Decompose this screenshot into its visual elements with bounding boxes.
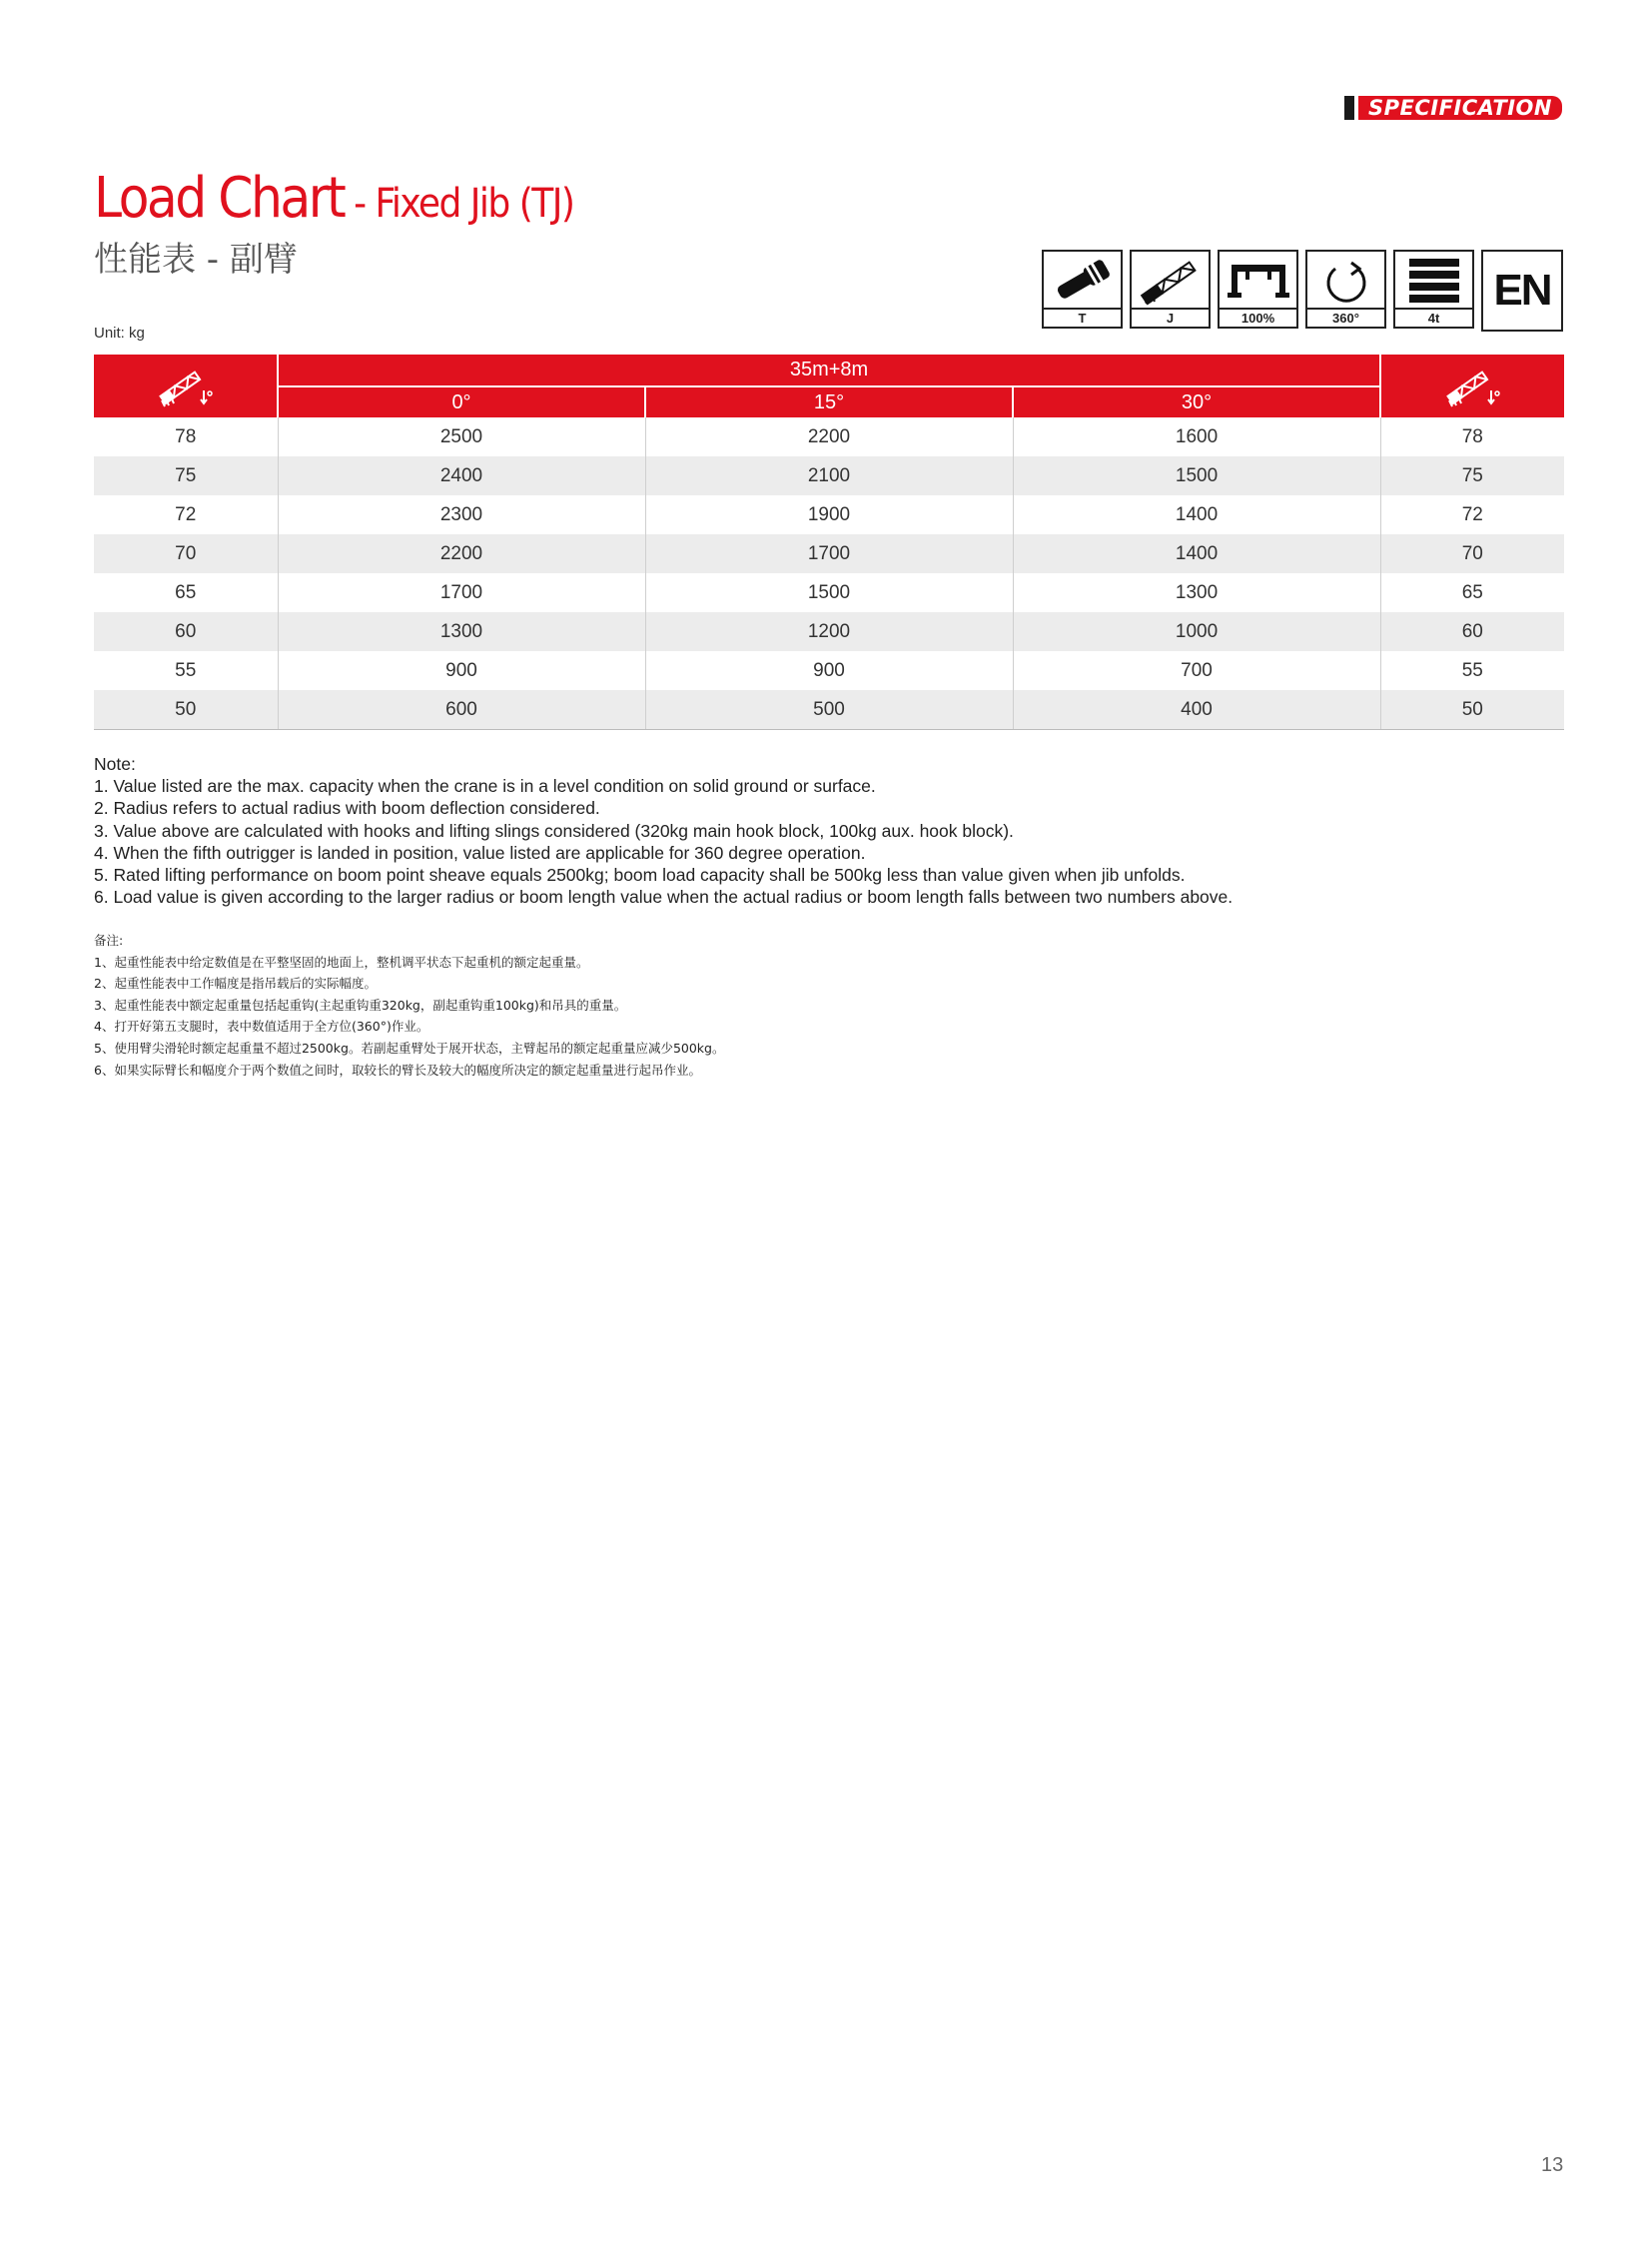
angle-header: 0°: [278, 386, 645, 417]
capacity-cell: 1400: [1013, 534, 1380, 573]
capacity-cell: 400: [1013, 690, 1380, 730]
radius-cell: 60: [1380, 612, 1564, 651]
table-row: [94, 651, 1564, 690]
radius-header-right: [1380, 355, 1564, 417]
notes-chinese: [94, 930, 724, 1081]
note-cn-item: 2、起重性能表中工作幅度是指吊载后的实际幅度。: [94, 976, 377, 992]
capacity-cell: 1300: [1013, 573, 1380, 612]
radius-cell: 65: [175, 581, 197, 603]
config-icon-counterweight: [1393, 250, 1474, 329]
note-item: 6. Load value is given according to the larger radius or boom length value when the actual radius or boom length falls between two numbers above.: [94, 887, 1234, 908]
radius-cell: 75: [1380, 456, 1564, 495]
radius-cell: 70: [94, 534, 278, 573]
radius-cell: 55: [1380, 651, 1564, 690]
boom-length-header: 35m+8m: [278, 355, 1380, 386]
capacity-cell: 900: [278, 651, 645, 690]
note-item: 4. When the fifth outrigger is landed in position, value listed are applicable for 360 degree operation.: [94, 842, 866, 863]
radius-cell: 78: [175, 425, 197, 447]
table-row: [94, 534, 1564, 573]
capacity-cell: 2100: [645, 456, 1013, 495]
radius-cell: 60: [94, 612, 278, 651]
table-row: [94, 612, 1564, 651]
table-row: [94, 573, 1564, 612]
badge-bar: [1344, 96, 1354, 120]
notes-title: Note:: [94, 754, 136, 774]
capacity-cell: 1700: [645, 534, 1013, 573]
note-item: 5. Rated lifting performance on boom point sheave equals 2500kg; boom load capacity shall be 500kg less than value given when jib unfolds.: [94, 865, 1186, 886]
radius-cell: 78: [1380, 417, 1564, 456]
table-row: [94, 690, 1564, 730]
radius-cell: 65: [1380, 573, 1564, 612]
specification-badge: [1344, 96, 1562, 120]
table-row: [94, 456, 1564, 495]
radius-cell: 50: [94, 690, 278, 730]
config-caption: 100%: [1220, 308, 1296, 327]
config-icons: [1042, 250, 1474, 329]
config-caption: T: [1044, 308, 1121, 327]
capacity-cell: 2200: [278, 534, 645, 573]
radius-header-left: [94, 355, 278, 417]
config-icon-outrigger: [1218, 250, 1298, 329]
radius-cell: 75: [94, 456, 278, 495]
note-cn-item: 4、打开好第五支腿时，表中数值适用于全方位(360°)作业。: [94, 1019, 429, 1035]
note-item: 1. Value listed are the max. capacity when the crane is in a level condition on solid ground or surface.: [94, 776, 876, 797]
note-cn-item: 3、起重性能表中额定起重量包括起重钩(主起重钩重320kg，副起重钩重100kg)和吊具的重量。: [94, 997, 627, 1013]
radius-cell: 50: [1380, 690, 1564, 730]
notes-cn-title: 备注:: [94, 933, 124, 948]
counterweight-icon: [1399, 255, 1469, 307]
capacity-cell: 1700: [278, 573, 645, 612]
page-title: [94, 166, 573, 231]
config-caption: 360°: [1307, 308, 1384, 327]
capacity-cell: 1200: [645, 612, 1013, 651]
capacity-cell: 600: [278, 690, 645, 730]
capacity-cell: 1500: [645, 573, 1013, 612]
capacity-cell: 2300: [278, 495, 645, 534]
note-item: 2. Radius refers to actual radius with boom deflection considered.: [94, 798, 600, 819]
capacity-cell: 2500: [278, 417, 645, 456]
config-icon-rotation: [1305, 250, 1386, 329]
config-icon-j: [1130, 250, 1211, 329]
radius-cell: 72: [1380, 495, 1564, 534]
capacity-cell: 1900: [645, 495, 1013, 534]
note-cn-item: 1、起重性能表中给定数值是在平整坚固的地面上，整机调平状态下起重机的额定起重量。: [94, 954, 589, 970]
capacity-cell: 1500: [1013, 456, 1380, 495]
capacity-cell: 2400: [278, 456, 645, 495]
unit-label: Unit: kg: [94, 325, 145, 342]
title-chinese: 性能表 - 副臂: [94, 240, 298, 280]
radius-cell: 72: [175, 503, 197, 525]
notes-english: [94, 753, 1233, 908]
angle-header: 15°: [645, 386, 1013, 417]
note-cn-item: 5、使用臂尖滑轮时额定起重量不超过2500kg。若副起重臂处于展开状态，主臂起吊的额定起重量应减少500kg。: [94, 1040, 725, 1056]
radius-cell: 70: [1380, 534, 1564, 573]
language-badge: EN: [1481, 250, 1563, 332]
capacity-cell: 700: [1013, 651, 1380, 690]
capacity-cell: 1300: [278, 612, 645, 651]
title-sub: Fixed Jib (TJ): [375, 181, 574, 227]
capacity-cell: 1000: [1013, 612, 1380, 651]
radius-cell: 55: [175, 659, 197, 681]
jib-icon: [1136, 255, 1206, 307]
table-row: [94, 417, 1564, 456]
title-separator: -: [344, 181, 376, 227]
title-main: Load Chart: [94, 166, 345, 231]
boom-radius-icon: [158, 365, 214, 408]
capacity-cell: 1400: [1013, 495, 1380, 534]
telescopic-boom-icon: [1048, 255, 1118, 307]
load-chart-table: [94, 355, 1564, 730]
capacity-cell: 2200: [645, 417, 1013, 456]
outrigger-icon: [1224, 255, 1293, 307]
capacity-cell: 500: [645, 690, 1013, 730]
boom-radius-icon: [1445, 365, 1501, 408]
badge-label: SPECIFICATION: [1358, 96, 1562, 120]
config-caption: 4t: [1395, 308, 1472, 327]
note-item: 3. Value above are calculated with hooks and lifting slings considered (320kg main hook block, 100kg aux. hook block).: [94, 820, 1014, 841]
table-row: [94, 495, 1564, 534]
config-caption: J: [1132, 308, 1209, 327]
angle-header: 30°: [1013, 386, 1380, 417]
config-icon-t: [1042, 250, 1123, 329]
capacity-cell: 1600: [1013, 417, 1380, 456]
capacity-cell: 900: [645, 651, 1013, 690]
note-cn-item: 6、如果实际臂长和幅度介于两个数值之间时，取较长的臂长及较大的幅度所决定的额定起重量进行起吊作业。: [94, 1062, 701, 1078]
rotation-icon: [1311, 255, 1381, 307]
page-number: 13: [1541, 2154, 1564, 2176]
